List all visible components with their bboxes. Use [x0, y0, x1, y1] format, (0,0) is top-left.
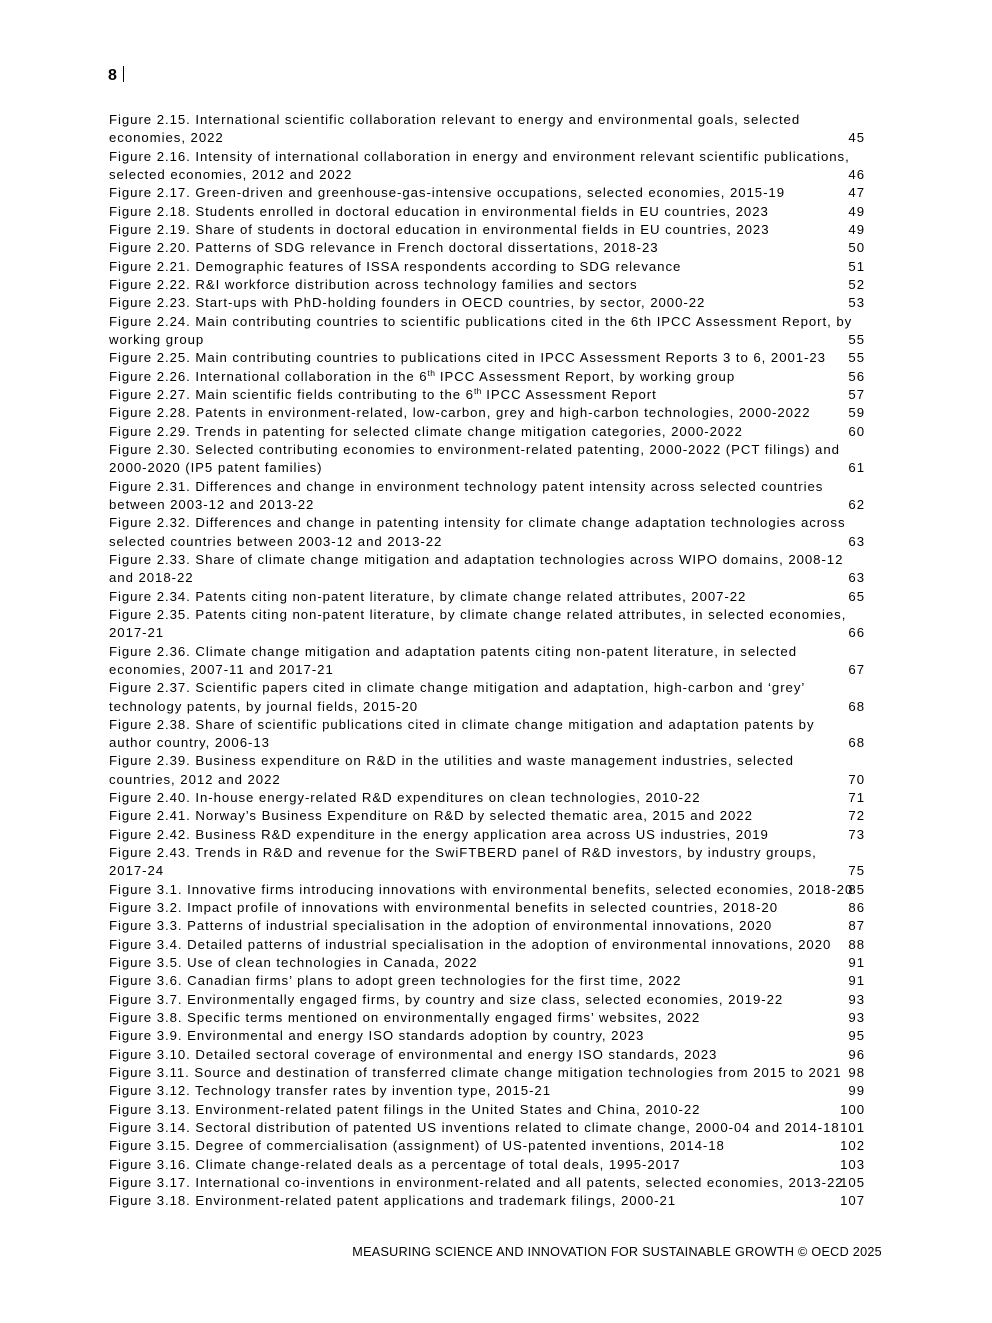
title-text: Figure 2.40. In-house energy-related R&D expenditures on clean technologies, 2010-22 [109, 790, 701, 806]
toc-entry[interactable] [109, 514, 869, 551]
toc-entry-title-line [109, 569, 869, 587]
page-number-text: 8 [108, 67, 117, 84]
toc-entry-title-line [109, 606, 869, 624]
toc-entry-title-line [109, 258, 869, 276]
toc-entry[interactable] [109, 1119, 869, 1137]
title-text: Figure 3.12. Technology transfer rates by invention type, 2015-21 [109, 1083, 551, 1099]
toc-page-number: 85 [848, 881, 865, 897]
toc-entry-title-line [109, 166, 869, 184]
title-text: Figure 3.8. Specific terms mentioned on environmentally engaged firms’ websites, 2022 [109, 1010, 701, 1026]
toc-entry-title-line [109, 111, 869, 129]
title-text: Figure 3.5. Use of clean technologies in Canada, 2022 [109, 955, 478, 971]
toc-entry-title-line [109, 331, 869, 349]
toc-entry[interactable] [109, 1156, 869, 1174]
toc-entry-title-line [109, 459, 869, 477]
toc-page-number: 87 [848, 918, 865, 934]
toc-entry-title-line [109, 752, 869, 770]
toc-entry[interactable] [109, 349, 869, 367]
toc-entry[interactable] [109, 1101, 869, 1119]
toc-entry[interactable] [109, 184, 869, 202]
toc-entry-title-line [109, 826, 869, 844]
toc-entry[interactable] [109, 386, 869, 404]
toc-entry-title-line [109, 496, 869, 514]
toc-page-number: 86 [848, 900, 865, 916]
title-text: Figure 2.34. Patents citing non-patent literature, by climate change related attributes, 2007-22 [109, 588, 747, 604]
toc-page-number: 93 [848, 1010, 865, 1026]
title-text: Figure 2.27. Main scientific fields contributing to the 6 [109, 386, 474, 402]
toc-page-number: 75 [848, 863, 865, 879]
toc-page-number: 50 [848, 240, 865, 256]
title-text: Figure 2.39. Business expenditure on R&D in the utilities and waste management industries, selected [109, 753, 794, 769]
toc-entry[interactable] [109, 789, 869, 807]
title-text: selected countries between 2003-12 and 2013-22 [109, 533, 443, 549]
toc-entry-title-line [109, 716, 869, 734]
title-text: Figure 2.29. Trends in patenting for selected climate change mitigation categories, 2000-2022 [109, 423, 743, 439]
title-text: Figure 2.31. Differences and change in environment technology patent intensity across selected countries [109, 478, 824, 494]
toc-entry-title-line [109, 129, 869, 147]
toc-entry[interactable] [109, 752, 869, 789]
toc-page-number: 61 [848, 460, 865, 476]
toc-page-number: 67 [848, 661, 865, 677]
title-text: Figure 3.17. International co-inventions in environment-related and all patents, selected economies, 2013-22 [109, 1175, 844, 1191]
title-text: Figure 3.2. Impact profile of innovations with environmental benefits in selected countries, 2018-20 [109, 900, 778, 916]
toc-entry-title-line [109, 533, 869, 551]
toc-entry[interactable] [109, 1082, 869, 1100]
toc-entry-title-line [109, 972, 869, 990]
toc-page-number: 56 [848, 368, 865, 384]
toc-page-number: 100 [840, 1101, 865, 1117]
toc-entry-title-line [109, 1027, 869, 1045]
title-text: Figure 3.14. Sectoral distribution of patented US inventions related to climate change, 2000-04 and 2014-18 [109, 1120, 840, 1136]
title-text: Figure 2.19. Share of students in doctoral education in environmental fields in EU countries, 2023 [109, 221, 770, 237]
toc-page-number: 51 [848, 258, 865, 274]
toc-entry-title-line [109, 698, 869, 716]
toc-entry-title-line [109, 386, 869, 404]
toc-page-number: 96 [848, 1046, 865, 1062]
toc-page-number: 59 [848, 405, 865, 421]
toc-entry-title-line [109, 276, 869, 294]
title-text: author country, 2006-13 [109, 735, 270, 751]
title-text: Figure 3.3. Patterns of industrial specialisation in the adoption of environmental innovations, 2020 [109, 918, 773, 934]
toc-entry[interactable] [109, 258, 869, 276]
toc-entry-title-line [109, 1009, 869, 1027]
header-divider [123, 66, 124, 82]
title-text: Figure 2.35. Patents citing non-patent literature, by climate change related attributes, in selected economies, [109, 606, 847, 622]
toc-entry-title-line [109, 936, 869, 954]
title-text: Figure 2.24. Main contributing countries to scientific publications cited in the 6th IPCC Assessment Report, by [109, 313, 853, 329]
toc-page-number: 101 [840, 1120, 865, 1136]
title-text: Figure 2.21. Demographic features of ISSA respondents according to SDG relevance [109, 258, 682, 274]
toc-entry[interactable] [109, 423, 869, 441]
toc-entry-title-line [109, 551, 869, 569]
toc-page-number: 63 [848, 570, 865, 586]
toc-entry[interactable] [109, 716, 869, 753]
toc-entry-title-line [109, 441, 869, 459]
toc-entry-title-line [109, 789, 869, 807]
title-text: Figure 2.20. Patterns of SDG relevance in French doctoral dissertations, 2018-23 [109, 240, 659, 256]
toc-page-number: 98 [848, 1065, 865, 1081]
toc-entry[interactable] [109, 1009, 869, 1027]
toc-entry[interactable] [109, 441, 869, 478]
title-text: Figure 2.37. Scientific papers cited in climate change mitigation and adaptation, high-carbon and ‘grey’ [109, 680, 806, 696]
toc-entry[interactable] [109, 221, 869, 239]
toc-entry[interactable] [109, 203, 869, 221]
toc-entry-title-line [109, 1064, 869, 1082]
toc-page-number: 55 [848, 350, 865, 366]
title-text: Figure 2.18. Students enrolled in doctoral education in environmental fields in EU countries, 2023 [109, 203, 769, 219]
title-text: Figure 2.32. Differences and change in patenting intensity for climate change adaptation technologies across [109, 515, 846, 531]
title-text: Figure 2.17. Green-driven and greenhouse-gas-intensive occupations, selected economies, 2015-19 [109, 185, 785, 201]
toc-entry[interactable] [109, 606, 869, 643]
title-text: 2017-24 [109, 863, 165, 879]
toc-page-number: 102 [840, 1138, 865, 1154]
title-text: 2000-2020 (IP5 patent families) [109, 460, 323, 476]
toc-entry[interactable] [109, 1064, 869, 1082]
title-text: Figure 3.1. Innovative firms introducing innovations with environmental benefits, selected economies, 2018-20 [109, 881, 854, 897]
title-text: Figure 3.10. Detailed sectoral coverage of environmental and energy ISO standards, 2023 [109, 1046, 718, 1062]
toc-entry[interactable] [109, 643, 869, 680]
toc-page-number: 45 [848, 130, 865, 146]
toc-entry-title-line [109, 1082, 869, 1100]
title-text: Figure 2.22. R&I workforce distribution across technology families and sectors [109, 276, 638, 292]
toc-entry-title-line [109, 862, 869, 880]
toc-entry[interactable] [109, 1137, 869, 1155]
toc-entry-title-line [109, 313, 869, 331]
toc-entry-title-line [109, 184, 869, 202]
page-footer: MEASURING SCIENCE AND INNOVATION FOR SUSTAINABLE GROWTH © OECD 2025 [352, 1245, 882, 1259]
title-text: economies, 2007-11 and 2017-21 [109, 661, 334, 677]
title-text: Figure 2.25. Main contributing countries to publications cited in IPCC Assessment Reports 3 to 6, 2001-23 [109, 350, 826, 366]
toc-page-number: 52 [848, 276, 865, 292]
title-text: Figure 2.43. Trends in R&D and revenue for the SwiFTBERD panel of R&D investors, by industry groups, [109, 845, 817, 861]
toc-entry-title-line [109, 844, 869, 862]
title-text: Figure 2.28. Patents in environment-related, low-carbon, grey and high-carbon technologies, 2000-2022 [109, 405, 811, 421]
toc-page-number: 53 [848, 295, 865, 311]
toc-entry-title-line [109, 1119, 869, 1137]
title-text: IPCC Assessment Report [481, 386, 657, 402]
toc-entry-title-line [109, 661, 869, 679]
toc-page-number: 60 [848, 423, 865, 439]
title-text: Figure 2.26. International collaboration in the 6 [109, 368, 428, 384]
title-text: Figure 3.6. Canadian firms’ plans to adopt green technologies for the first time, 2022 [109, 973, 682, 989]
title-text: Figure 2.23. Start-ups with PhD-holding founders in OECD countries, by sector, 2000-22 [109, 295, 706, 311]
title-text: Figure 3.4. Detailed patterns of industrial specialisation in the adoption of environmental innovations, 2020 [109, 936, 832, 952]
list-of-figures [109, 111, 869, 1211]
toc-entry-title-line [109, 917, 869, 935]
toc-entry-title-line [109, 679, 869, 697]
superscript: th [473, 385, 482, 396]
toc-entry-title-line [109, 514, 869, 532]
toc-entry-title-line [109, 734, 869, 752]
toc-entry-title-line [109, 991, 869, 1009]
toc-entry-title-line [109, 148, 869, 166]
toc-page-number: 95 [848, 1028, 865, 1044]
toc-entry[interactable] [109, 368, 869, 386]
toc-entry-title-line [109, 368, 869, 386]
toc-entry[interactable] [109, 111, 869, 148]
title-text: countries, 2012 and 2022 [109, 771, 281, 787]
toc-entry-title-line [109, 294, 869, 312]
toc-entry[interactable] [109, 917, 869, 935]
toc-page-number: 57 [848, 386, 865, 402]
toc-entry-title-line [109, 1137, 869, 1155]
toc-page-number: 93 [848, 991, 865, 1007]
toc-entry[interactable] [109, 936, 869, 954]
toc-page-number: 91 [848, 973, 865, 989]
toc-entry-title-line [109, 807, 869, 825]
title-text: Figure 2.42. Business R&D expenditure in the energy application area across US industries, 2019 [109, 826, 769, 842]
toc-entry[interactable] [109, 807, 869, 825]
toc-page-number: 55 [848, 331, 865, 347]
toc-entry-title-line [109, 624, 869, 642]
title-text: Figure 3.11. Source and destination of transferred climate change mitigation technologies from 2015 to 2021 [109, 1065, 842, 1081]
toc-entry-title-line [109, 771, 869, 789]
toc-entry-title-line [109, 203, 869, 221]
title-text: IPCC Assessment Report, by working group [435, 368, 736, 384]
toc-page-number: 62 [848, 496, 865, 512]
toc-entry-title-line [109, 954, 869, 972]
toc-page-number: 72 [848, 808, 865, 824]
toc-entry[interactable] [109, 588, 869, 606]
toc-page-number: 66 [848, 625, 865, 641]
toc-entry-title-line [109, 423, 869, 441]
toc-entry[interactable] [109, 844, 869, 881]
toc-entry-title-line [109, 1156, 869, 1174]
toc-page-number: 99 [848, 1083, 865, 1099]
toc-entry[interactable] [109, 404, 869, 422]
title-text: Figure 3.13. Environment-related patent filings in the United States and China, 2010-22 [109, 1101, 701, 1117]
toc-page-number: 88 [848, 936, 865, 952]
toc-page-number: 68 [848, 735, 865, 751]
toc-entry[interactable] [109, 881, 869, 899]
title-text: Figure 2.41. Norway’s Business Expenditure on R&D by selected thematic area, 2015 and 2022 [109, 808, 753, 824]
toc-entry-title-line [109, 404, 869, 422]
toc-entry[interactable] [109, 1192, 869, 1210]
toc-entry[interactable] [109, 276, 869, 294]
toc-entry-title-line [109, 1174, 869, 1192]
page-number [108, 66, 124, 85]
toc-entry-title-line [109, 349, 869, 367]
title-text: technology patents, by journal fields, 2015-20 [109, 698, 419, 714]
title-text: Figure 2.38. Share of scientific publications cited in climate change mitigation and adaptation patents by [109, 716, 815, 732]
toc-page-number: 49 [848, 221, 865, 237]
toc-page-number: 107 [840, 1193, 865, 1209]
toc-page-number: 71 [848, 790, 865, 806]
toc-page-number: 105 [840, 1175, 865, 1191]
toc-entry-title-line [109, 221, 869, 239]
title-text: Figure 3.15. Degree of commercialisation (assignment) of US-patented inventions, 2014-18 [109, 1138, 725, 1154]
toc-entry[interactable] [109, 826, 869, 844]
toc-entry[interactable] [109, 239, 869, 257]
title-text: Figure 3.9. Environmental and energy ISO standards adoption by country, 2023 [109, 1028, 645, 1044]
toc-entry[interactable] [109, 148, 869, 185]
toc-entry[interactable] [109, 294, 869, 312]
toc-entry-title-line [109, 643, 869, 661]
title-text: economies, 2022 [109, 130, 224, 146]
toc-page-number: 68 [848, 698, 865, 714]
title-text: Figure 3.18. Environment-related patent applications and trademark filings, 2000-21 [109, 1193, 677, 1209]
title-text: Figure 2.15. International scientific collaboration relevant to energy and environmental goals, selected [109, 112, 801, 127]
toc-entry-title-line [109, 881, 869, 899]
toc-page-number: 46 [848, 166, 865, 182]
title-text: Figure 2.16. Intensity of international collaboration in energy and environment relevant scientific publications, [109, 148, 850, 164]
toc-page-number: 65 [848, 588, 865, 604]
toc-entry-title-line [109, 1101, 869, 1119]
toc-entry-title-line [109, 588, 869, 606]
toc-entry[interactable] [109, 313, 869, 350]
toc-entry[interactable] [109, 899, 869, 917]
toc-entry[interactable] [109, 1046, 869, 1064]
toc-entry-title-line [109, 1192, 869, 1210]
toc-page-number: 63 [848, 533, 865, 549]
toc-page-number: 91 [848, 955, 865, 971]
title-text: 2017-21 [109, 625, 165, 641]
toc-entry[interactable] [109, 954, 869, 972]
toc-entry[interactable] [109, 478, 869, 515]
title-text: working group [109, 331, 205, 347]
toc-page-number: 70 [848, 771, 865, 787]
title-text: Figure 3.16. Climate change-related deals as a percentage of total deals, 1995-2017 [109, 1156, 681, 1172]
toc-page-number: 49 [848, 203, 865, 219]
superscript: th [427, 367, 436, 378]
title-text: Figure 2.36. Climate change mitigation and adaptation patents citing non-patent literature, in selected [109, 643, 797, 659]
toc-entry[interactable] [109, 991, 869, 1009]
title-text: Figure 3.7. Environmentally engaged firms, by country and size class, selected economies, 2019-22 [109, 991, 784, 1007]
toc-entry-title-line [109, 478, 869, 496]
title-text: selected economies, 2012 and 2022 [109, 166, 353, 182]
toc-entry[interactable] [109, 679, 869, 716]
toc-entry-title-line [109, 899, 869, 917]
toc-entry[interactable] [109, 551, 869, 588]
toc-page-number: 103 [840, 1156, 865, 1172]
title-text: Figure 2.30. Selected contributing economies to environment-related patenting, 2000-2022 (PCT filings) and [109, 441, 840, 457]
toc-entry[interactable] [109, 1027, 869, 1045]
title-text: Figure 2.33. Share of climate change mitigation and adaptation technologies across WIPO domains, 2008-12 [109, 551, 844, 567]
toc-entry-title-line [109, 1046, 869, 1064]
toc-entry-title-line [109, 239, 869, 257]
toc-page-number: 47 [848, 185, 865, 201]
toc-page-number: 73 [848, 826, 865, 842]
title-text: between 2003-12 and 2013-22 [109, 496, 315, 512]
toc-entry[interactable] [109, 1174, 869, 1192]
toc-entry[interactable] [109, 972, 869, 990]
title-text: and 2018-22 [109, 570, 194, 586]
